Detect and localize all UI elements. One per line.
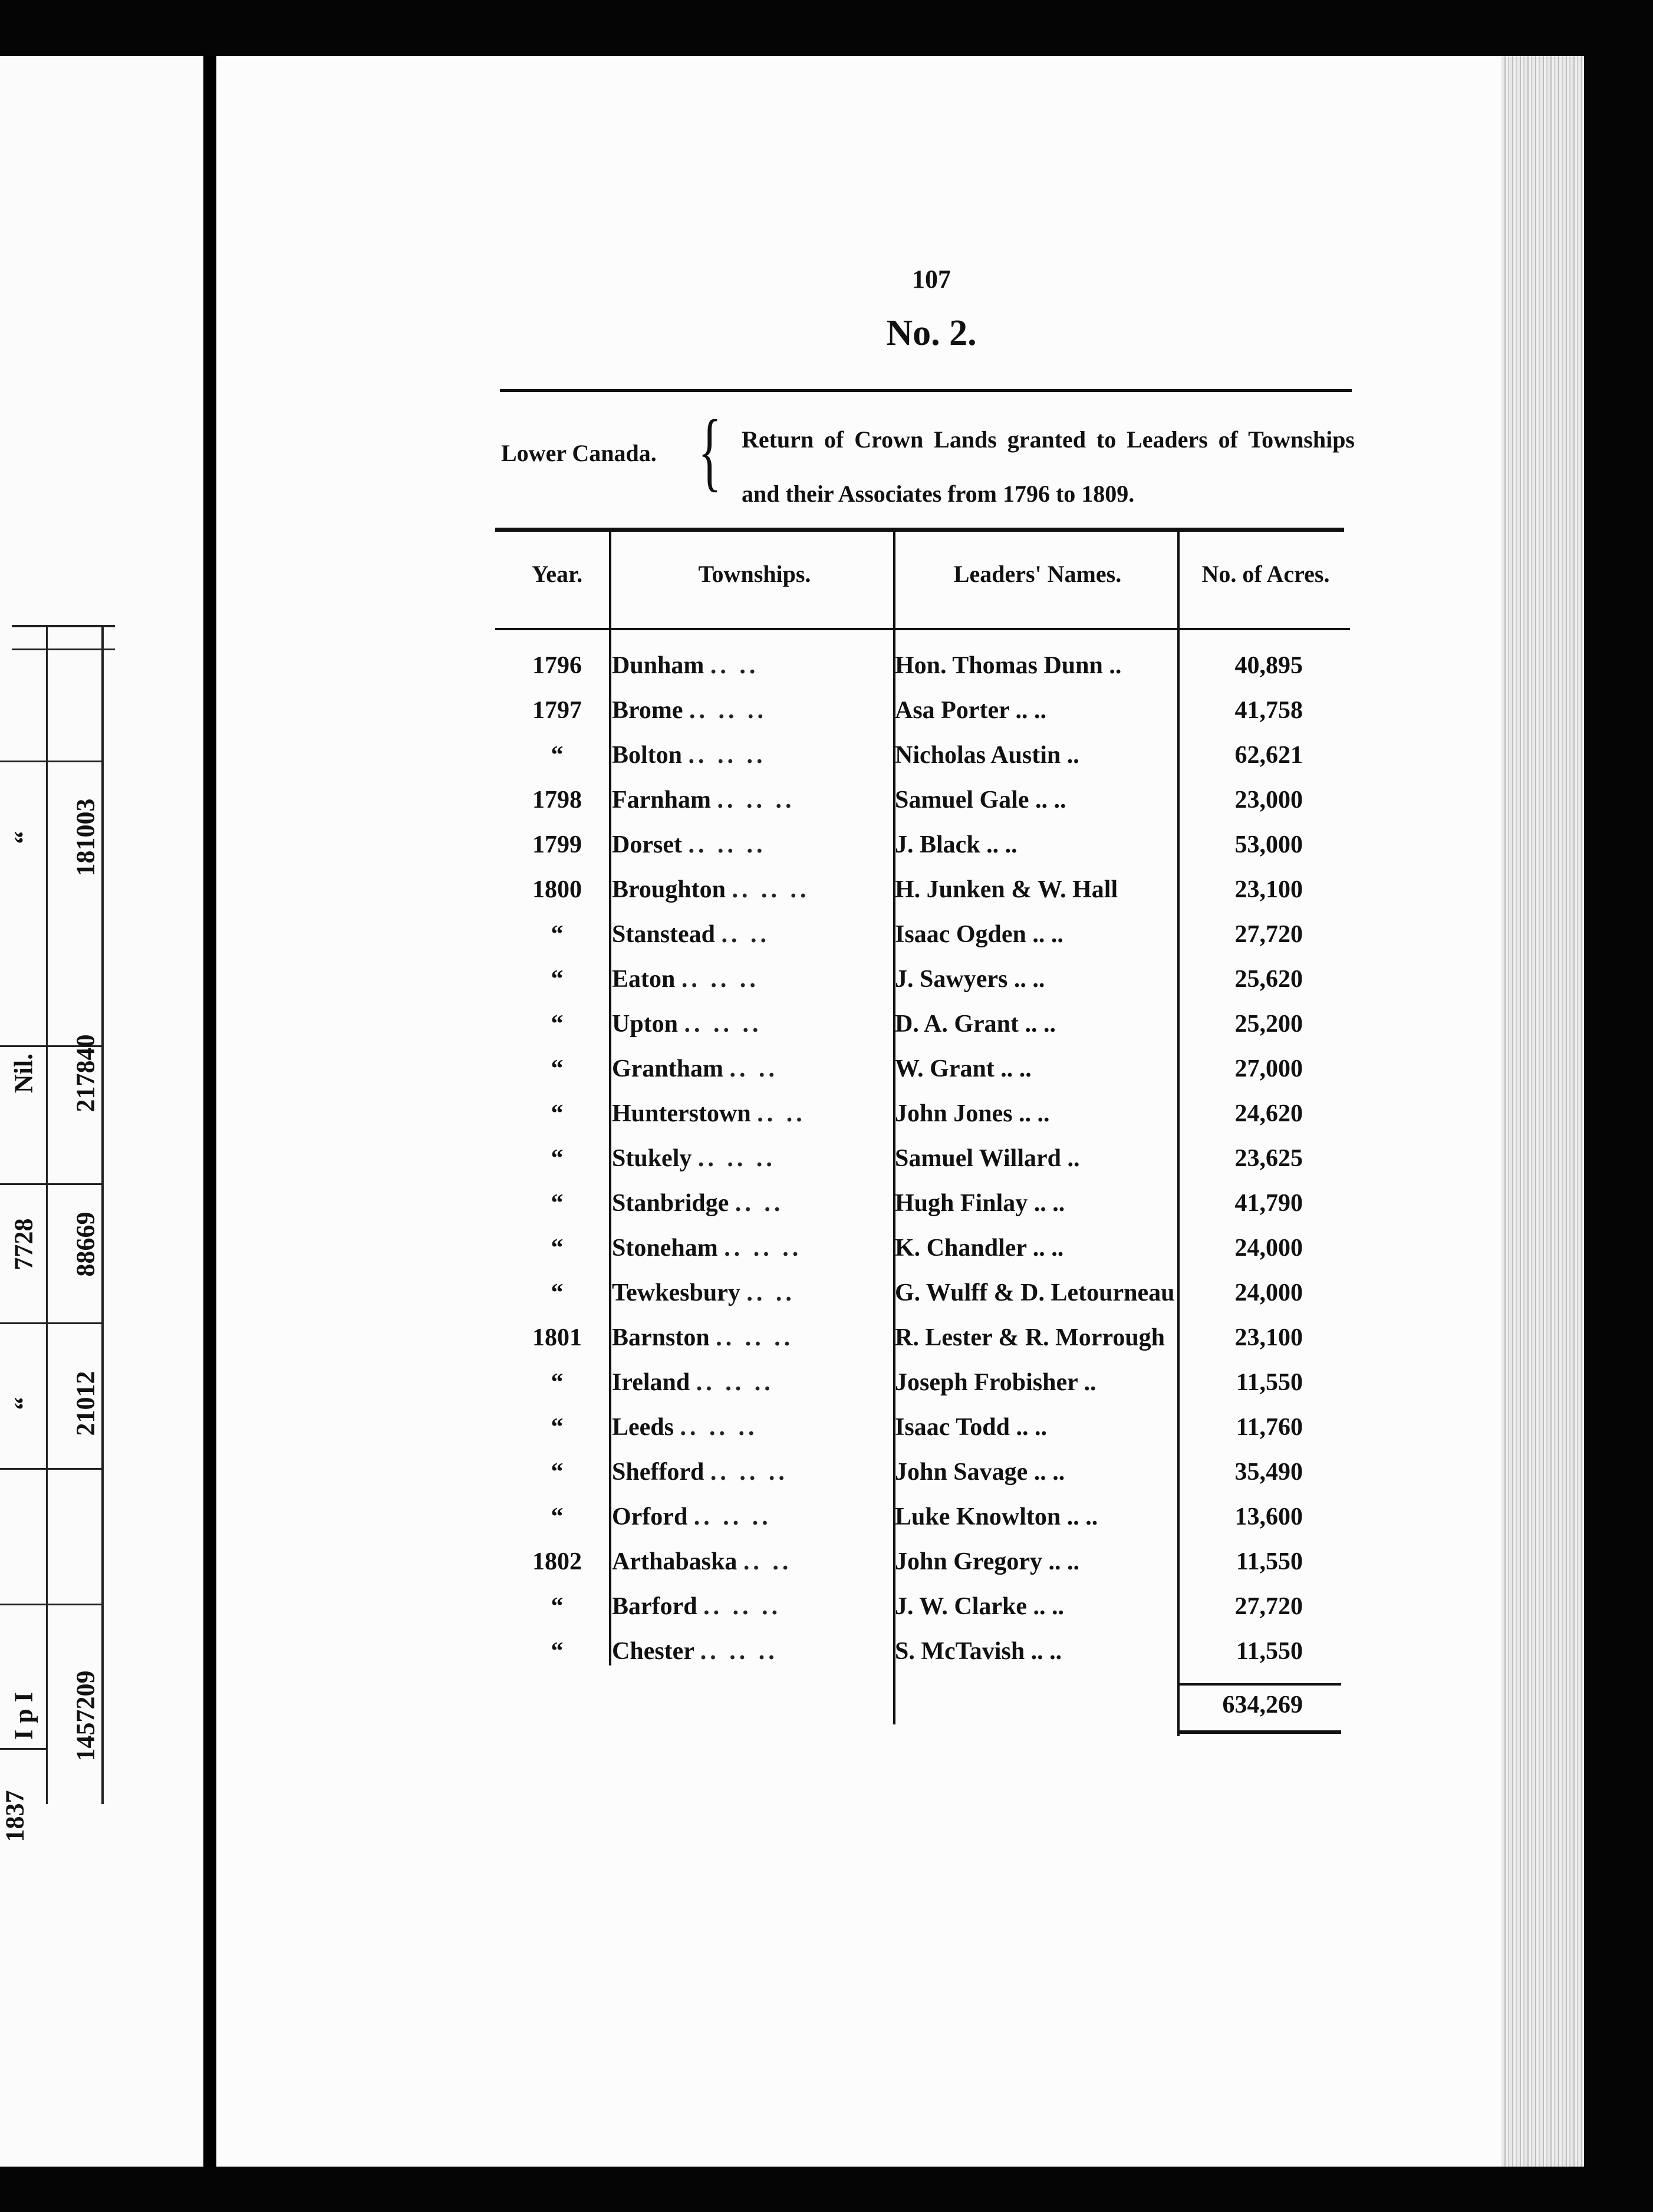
township-name: Stukely bbox=[612, 1145, 692, 1172]
leader-dots: .. .. .. bbox=[693, 1503, 772, 1530]
township-cell bbox=[612, 741, 895, 769]
rotated-cell: 1457209 bbox=[71, 1670, 100, 1762]
acres-cell: 24,620 bbox=[1234, 1100, 1303, 1127]
table-row bbox=[0, 1548, 1356, 1592]
township-name: Stanbridge bbox=[612, 1190, 729, 1217]
year-cell: “ bbox=[551, 1503, 564, 1530]
table-row bbox=[0, 1144, 1356, 1189]
township-name: Dorset bbox=[612, 831, 682, 858]
table-row bbox=[0, 920, 1356, 965]
year-cell: “ bbox=[551, 1459, 564, 1486]
township-name: Arthabaska bbox=[612, 1548, 737, 1575]
township-name: Dunham bbox=[612, 652, 704, 679]
year-cell: “ bbox=[551, 742, 564, 769]
township-cell bbox=[612, 651, 895, 680]
table-rule bbox=[12, 649, 115, 650]
leader-cell: W. Grant .. .. bbox=[895, 1055, 1032, 1082]
table-rule bbox=[12, 625, 115, 627]
leader-cell: Nicholas Austin .. bbox=[895, 742, 1079, 769]
year-cell: 1802 bbox=[532, 1548, 582, 1575]
acres-cell: 35,490 bbox=[1234, 1459, 1303, 1486]
table-row bbox=[0, 1010, 1356, 1055]
township-cell bbox=[612, 1010, 895, 1038]
acres-cell: 23,000 bbox=[1234, 786, 1303, 814]
acres-cell: 11,760 bbox=[1236, 1414, 1303, 1441]
year-cell: “ bbox=[551, 1010, 564, 1038]
leader-cell: Samuel Willard .. bbox=[895, 1145, 1080, 1172]
total-double-rule bbox=[1179, 1730, 1341, 1734]
year-cell: “ bbox=[551, 1190, 564, 1217]
year-cell: “ bbox=[551, 1100, 564, 1127]
year-cell: “ bbox=[551, 921, 564, 948]
township-cell bbox=[612, 1189, 895, 1217]
table-row bbox=[0, 1100, 1356, 1144]
leader-dots: .. .. .. bbox=[700, 1638, 778, 1665]
header-rule bbox=[500, 389, 1352, 392]
township-name: Upton bbox=[612, 1010, 679, 1038]
table-row bbox=[0, 741, 1356, 786]
brace: { bbox=[698, 402, 722, 500]
header-acres: No. of Acres. bbox=[1201, 561, 1330, 587]
year-cell: “ bbox=[551, 1055, 564, 1082]
year-cell: 1799 bbox=[532, 831, 582, 858]
table-row bbox=[0, 1503, 1356, 1548]
table-row bbox=[0, 1413, 1356, 1458]
year-cell: “ bbox=[551, 1235, 564, 1262]
township-cell bbox=[612, 831, 895, 859]
leader-dots: .. .. .. bbox=[688, 742, 766, 769]
leader-dots: .. .. .. bbox=[697, 1145, 776, 1172]
township-name: Broughton bbox=[612, 876, 726, 903]
page-edges bbox=[1501, 56, 1584, 2167]
table-row bbox=[0, 696, 1356, 741]
township-cell bbox=[612, 1368, 895, 1397]
township-cell bbox=[612, 965, 895, 993]
rotated-cell: I p I bbox=[9, 1692, 38, 1740]
table-row bbox=[0, 965, 1356, 1010]
leader-dots: .. .. .. bbox=[732, 876, 810, 903]
leader-dots: .. .. .. bbox=[717, 786, 795, 814]
acres-cell: 62,621 bbox=[1234, 742, 1303, 769]
leader-cell: G. Wulff & D. Letourneau bbox=[895, 1279, 1175, 1306]
acres-cell: 24,000 bbox=[1234, 1235, 1303, 1262]
township-name: Grantham bbox=[612, 1055, 723, 1082]
township-name: Stoneham bbox=[612, 1235, 718, 1262]
year-cell: 1797 bbox=[532, 697, 582, 724]
header-bottom-rule bbox=[495, 628, 1350, 630]
township-cell bbox=[612, 1234, 895, 1262]
province-label: Lower Canada. bbox=[501, 440, 657, 466]
table-row bbox=[0, 1234, 1356, 1279]
table-row bbox=[0, 1324, 1356, 1368]
township-name: Farnham bbox=[612, 786, 711, 814]
leader-dots: .. .. bbox=[710, 652, 759, 679]
leader-cell: John Gregory .. .. bbox=[895, 1548, 1080, 1575]
acres-cell: 27,000 bbox=[1234, 1055, 1303, 1082]
township-cell bbox=[612, 1592, 895, 1621]
leader-dots: .. .. .. bbox=[696, 1369, 774, 1396]
year-cell: “ bbox=[551, 966, 564, 993]
acres-cell: 53,000 bbox=[1234, 831, 1303, 858]
township-cell bbox=[612, 1055, 895, 1083]
township-name: Barnston bbox=[612, 1324, 710, 1351]
total-rule bbox=[1179, 1683, 1341, 1686]
leader-dots: .. .. bbox=[757, 1100, 806, 1127]
acres-cell: 41,758 bbox=[1234, 697, 1303, 724]
leader-cell: K. Chandler .. .. bbox=[895, 1235, 1064, 1262]
table-row bbox=[0, 1189, 1356, 1234]
leader-cell: R. Lester & R. Morrough bbox=[895, 1324, 1165, 1351]
township-name: Leeds bbox=[612, 1414, 674, 1441]
leader-cell: John Jones .. .. bbox=[895, 1100, 1050, 1127]
acres-cell: 23,625 bbox=[1234, 1145, 1303, 1172]
leader-cell: Luke Knowlton .. .. bbox=[895, 1503, 1098, 1530]
township-cell bbox=[612, 1637, 895, 1665]
page-number: 107 bbox=[912, 265, 951, 294]
leader-cell: J. W. Clarke .. .. bbox=[895, 1593, 1065, 1620]
rotated-cell: “ bbox=[9, 831, 38, 844]
township-name: Bolton bbox=[612, 742, 683, 769]
township-name: Hunterstown bbox=[612, 1100, 751, 1127]
year-cell: “ bbox=[551, 1414, 564, 1441]
rotated-cell: 21012 bbox=[71, 1371, 100, 1436]
leader-dots: .. .. bbox=[743, 1548, 792, 1575]
acres-cell: 25,200 bbox=[1234, 1010, 1303, 1038]
leader-cell: S. McTavish .. .. bbox=[895, 1638, 1062, 1665]
leader-cell: J. Sawyers .. .. bbox=[895, 966, 1045, 993]
township-cell bbox=[612, 1413, 895, 1441]
township-cell bbox=[612, 920, 895, 949]
leader-dots: .. .. .. bbox=[689, 697, 768, 724]
leader-dots: .. .. .. bbox=[716, 1324, 794, 1351]
township-cell bbox=[612, 1100, 895, 1128]
acres-cell: 13,600 bbox=[1234, 1503, 1303, 1530]
township-cell bbox=[612, 1324, 895, 1352]
year-cell: 1796 bbox=[532, 652, 582, 679]
township-name: Eaton bbox=[612, 966, 676, 993]
table-row bbox=[0, 1368, 1356, 1413]
leader-dots: .. .. .. bbox=[681, 966, 759, 993]
header-townships: Townships. bbox=[698, 561, 811, 587]
leader-dots: .. .. bbox=[746, 1279, 795, 1306]
rotated-cell: 181003 bbox=[71, 798, 100, 877]
year-cell: 1798 bbox=[532, 786, 582, 814]
document-title: No. 2. bbox=[886, 313, 977, 353]
leader-dots: .. .. .. bbox=[684, 1010, 762, 1038]
acres-cell: 24,000 bbox=[1234, 1279, 1303, 1306]
rotated-cell: 7728 bbox=[9, 1218, 38, 1270]
total-acres: 634,269 bbox=[1222, 1691, 1303, 1719]
leader-cell: Isaac Ogden .. .. bbox=[895, 921, 1063, 948]
leader-cell: D. A. Grant .. .. bbox=[895, 1010, 1056, 1038]
leader-dots: .. .. bbox=[721, 921, 770, 948]
year-cell: 1800 bbox=[532, 876, 582, 903]
leader-cell: Asa Porter .. .. bbox=[895, 697, 1046, 724]
rotated-cell: 88669 bbox=[71, 1212, 100, 1277]
acres-cell: 27,720 bbox=[1234, 921, 1303, 948]
acres-cell: 25,620 bbox=[1234, 966, 1303, 993]
township-cell bbox=[612, 1503, 895, 1531]
header-year: Year. bbox=[531, 561, 583, 587]
leader-cell: Isaac Todd .. .. bbox=[895, 1414, 1047, 1441]
leader-cell: John Savage .. .. bbox=[895, 1459, 1065, 1486]
township-cell bbox=[612, 1279, 895, 1307]
leader-dots: .. .. .. bbox=[703, 1593, 782, 1620]
leader-cell: Samuel Gale .. .. bbox=[895, 786, 1066, 814]
leader-dots: .. .. .. bbox=[688, 831, 766, 858]
rotated-cell: Nil. bbox=[9, 1053, 38, 1094]
year-cell: “ bbox=[551, 1638, 564, 1665]
rotated-footer: 1837 bbox=[0, 1790, 29, 1842]
acres-cell: 27,720 bbox=[1234, 1593, 1303, 1620]
rotated-cell: 217840 bbox=[71, 1034, 100, 1112]
leader-cell: H. Junken & W. Hall bbox=[895, 876, 1118, 903]
leader-dots: .. .. bbox=[729, 1055, 778, 1082]
township-cell bbox=[612, 1548, 895, 1576]
acres-cell: 11,550 bbox=[1236, 1638, 1303, 1665]
table-description: Return of Crown Lands granted to Leaders of Townships and their Associates from 1796 to 1809. bbox=[742, 426, 1355, 507]
acres-cell: 11,550 bbox=[1236, 1369, 1303, 1396]
table-row bbox=[0, 1458, 1356, 1503]
township-name: Orford bbox=[612, 1503, 688, 1530]
leader-cell: Joseph Frobisher .. bbox=[895, 1369, 1096, 1396]
year-cell: “ bbox=[551, 1369, 564, 1396]
township-name: Brome bbox=[612, 697, 683, 724]
township-name: Chester bbox=[612, 1638, 694, 1665]
township-name: Stanstead bbox=[612, 921, 716, 948]
leader-dots: .. .. bbox=[735, 1190, 784, 1217]
leader-cell: Hon. Thomas Dunn .. bbox=[895, 652, 1122, 679]
year-cell: “ bbox=[551, 1145, 564, 1172]
table-row bbox=[0, 1279, 1356, 1324]
acres-cell: 23,100 bbox=[1234, 876, 1303, 903]
township-name: Tewkesbury bbox=[612, 1279, 740, 1306]
township-cell bbox=[612, 1458, 895, 1486]
township-name: Shefford bbox=[612, 1459, 704, 1486]
leader-cell: Hugh Finlay .. .. bbox=[895, 1190, 1065, 1217]
table-row bbox=[0, 875, 1356, 920]
table-row bbox=[0, 831, 1356, 875]
township-cell bbox=[612, 786, 895, 814]
table-row bbox=[0, 651, 1356, 696]
township-name: Ireland bbox=[612, 1369, 690, 1396]
township-cell bbox=[612, 875, 895, 904]
acres-cell: 11,550 bbox=[1236, 1548, 1303, 1575]
township-cell bbox=[612, 1144, 895, 1173]
table-row bbox=[0, 786, 1356, 831]
leader-dots: .. .. .. bbox=[710, 1459, 788, 1486]
acres-cell: 40,895 bbox=[1234, 652, 1303, 679]
township-name: Barford bbox=[612, 1593, 697, 1620]
table-row bbox=[0, 1592, 1356, 1637]
acres-cell: 23,100 bbox=[1234, 1324, 1303, 1351]
township-cell bbox=[612, 696, 895, 725]
leader-cell: J. Black .. .. bbox=[895, 831, 1018, 858]
leader-dots: .. .. .. bbox=[724, 1235, 802, 1262]
table-row bbox=[0, 1055, 1356, 1100]
leader-dots: .. .. .. bbox=[680, 1414, 758, 1441]
year-cell: “ bbox=[551, 1279, 564, 1306]
rotated-cell: “ bbox=[9, 1397, 38, 1410]
acres-cell: 41,790 bbox=[1234, 1190, 1303, 1217]
table-top-rule bbox=[495, 528, 1344, 532]
table-row bbox=[0, 1637, 1356, 1682]
year-cell: 1801 bbox=[532, 1324, 582, 1351]
header-leaders: Leaders' Names. bbox=[953, 561, 1122, 587]
year-cell: “ bbox=[551, 1593, 564, 1620]
